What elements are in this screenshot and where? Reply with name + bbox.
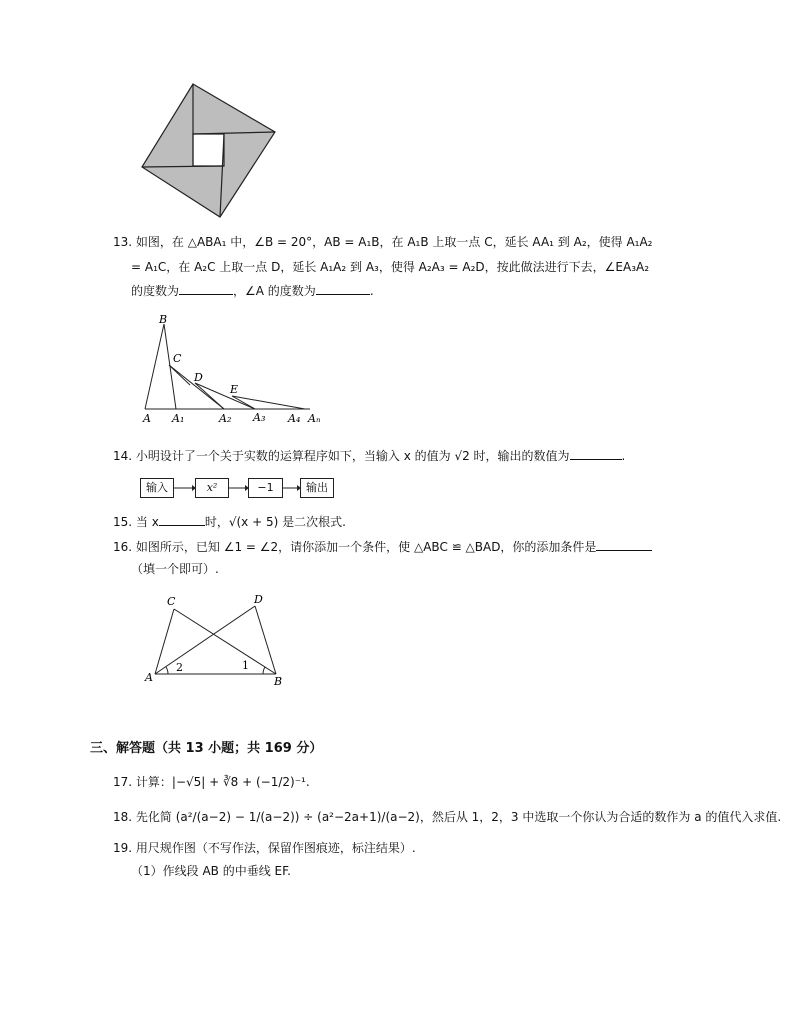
label-D: D xyxy=(254,593,263,606)
pinwheel-figure xyxy=(138,82,278,220)
q13-line3 xyxy=(131,282,374,299)
q13-text-b: ，∠A 的度数为 xyxy=(233,284,316,298)
label-An: Aₙ xyxy=(308,412,321,425)
angle-1-label: 1 xyxy=(242,659,249,672)
label-B: B xyxy=(274,675,283,688)
section-title: 三、解答题（共 13 小题；共 169 分） xyxy=(90,741,323,756)
inner-square xyxy=(193,134,224,166)
q13-line1: 13. 如图，在 △ABA₁ 中，∠B = 20°，AB = A₁B，在 A₁B 上取一点 C，延长 AA₁ 到 A₂，使得 A₁A₂ xyxy=(113,235,653,249)
q15-text-b: 时，√(x + 5) 是二次根式. xyxy=(204,515,346,529)
label-C: C xyxy=(173,352,182,365)
q14-blank[interactable] xyxy=(570,447,622,460)
q16-line2: （填一个即可）. xyxy=(131,562,219,576)
label-A2: A₂ xyxy=(219,412,232,425)
q17-line: 17. 计算：|−√5| + ∛8 + (−1/2)⁻¹. xyxy=(113,775,310,789)
q19-line2: （1）作线段 AB 的中垂线 EF. xyxy=(131,864,291,878)
q13-text-c: . xyxy=(369,284,374,298)
q16-blank[interactable] xyxy=(596,538,652,551)
flow-minus-box: −1 xyxy=(248,478,283,498)
label-E: E xyxy=(230,383,239,396)
label-B: B xyxy=(159,313,168,326)
flow-output-box: 输出 xyxy=(300,478,334,498)
q13-blank-2[interactable] xyxy=(316,282,370,295)
q15-line xyxy=(113,513,346,530)
flow-arrows xyxy=(140,478,340,500)
label-D: D xyxy=(194,371,203,384)
label-A: A xyxy=(143,412,151,425)
flow-square-box: x² xyxy=(195,478,229,498)
label-A: A xyxy=(145,671,153,684)
label-A4: A₄ xyxy=(288,412,301,425)
q14-text: 14. 小明设计了一个关于实数的运算程序如下，当输入 x 的值为 √2 时，输出的数值为 xyxy=(113,449,570,463)
q13-line2: = A₁C，在 A₂C 上取一点 D，延长 A₁A₂ 到 A₃，使得 A₂A₃ = A₂D，按此做法进行下去，∠EA₃A₂ xyxy=(131,260,650,274)
q13-blank-1[interactable] xyxy=(179,282,233,295)
q13-text-a: 的度数为 xyxy=(131,284,180,298)
triangle-sequence-figure xyxy=(140,312,340,428)
q14-end: . xyxy=(621,449,626,463)
q16-text: 16. 如图所示，已知 ∠1 = ∠2，请你添加一个条件，使 △ABC ≌ △BAD，你的添加条件是 xyxy=(113,540,597,554)
quadrilateral-figure xyxy=(142,592,292,688)
q19-line1: 19. 用尺规作图（不写作法，保留作图痕迹，标注结果）. xyxy=(113,841,416,855)
q15-text-a: 15. 当 x xyxy=(113,515,159,529)
q18-line: 18. 先化简 (a²/(a−2) − 1/(a−2)) ÷ (a²−2a+1)/(a−2)，然后从 1，2，3 中选取一个你认为合适的数作为 a 的值代入求值. xyxy=(113,810,782,824)
q14-line xyxy=(113,447,625,464)
flowchart xyxy=(140,478,340,500)
label-A1: A₁ xyxy=(172,412,185,425)
label-A3: A₃ xyxy=(253,411,266,424)
q16-line1 xyxy=(113,538,652,555)
angle-2-label: 2 xyxy=(176,661,183,674)
q15-blank[interactable] xyxy=(159,513,205,526)
flow-input-box: 输入 xyxy=(140,478,174,498)
label-C: C xyxy=(167,595,176,608)
